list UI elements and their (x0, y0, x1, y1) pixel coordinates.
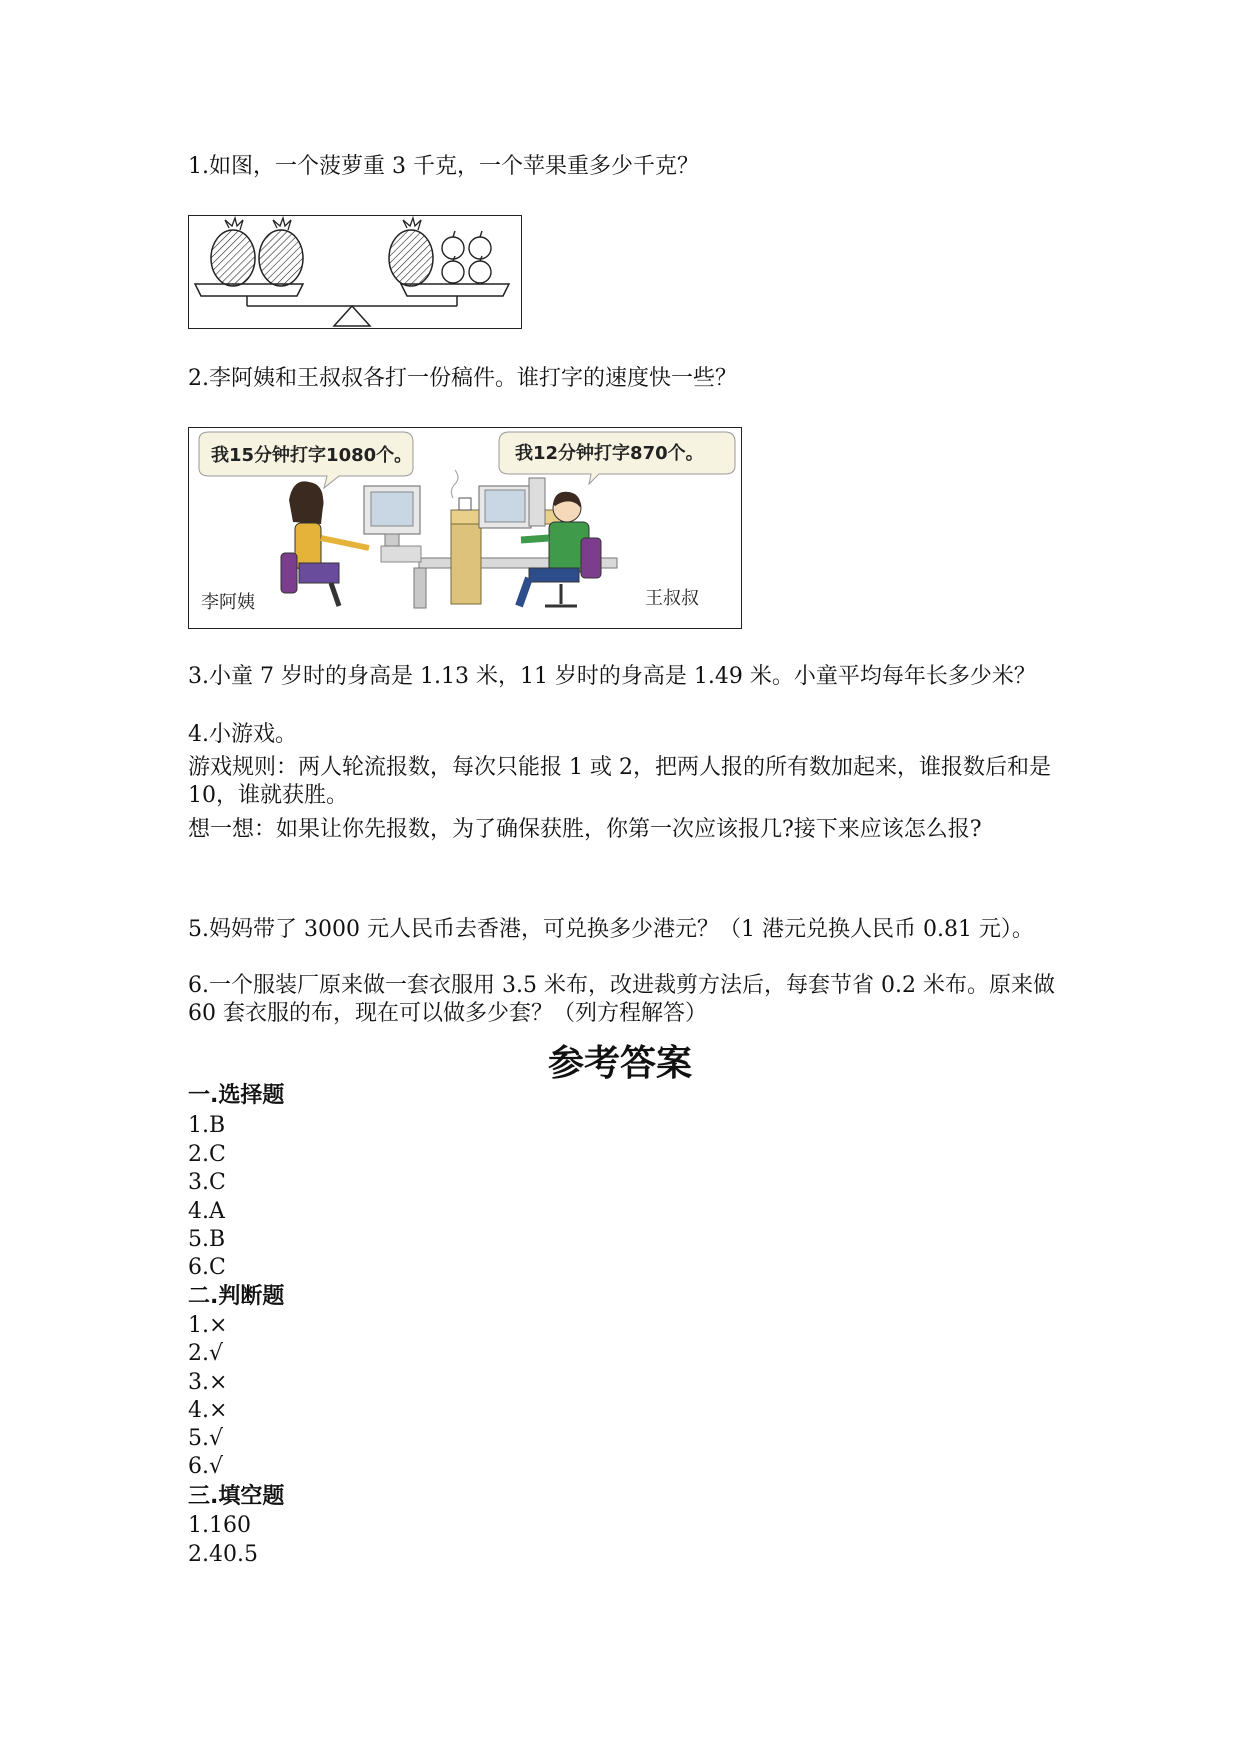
pineapple-icon (259, 218, 303, 286)
apple-icon (442, 256, 464, 283)
answer-item: 5.B (188, 1227, 226, 1252)
answer-item: 6.√ (188, 1454, 224, 1479)
answers-title: 参考答案 (547, 1043, 692, 1084)
question-4: 4.小游戏。 (188, 722, 297, 747)
bubble-right-text: 我12分钟打字870个。 (515, 443, 704, 464)
typing-figure (188, 427, 742, 629)
answer-item: 1.× (188, 1313, 228, 1338)
answer-item: 4.A (188, 1199, 225, 1224)
apple-icon (469, 231, 491, 259)
answer-item: 4.× (188, 1398, 228, 1423)
section-title: 一.选择题 (188, 1083, 285, 1108)
answer-item: 6.C (188, 1255, 226, 1280)
caption-left: 李阿姨 (201, 592, 255, 613)
question-1: 1.如图，一个菠萝重 3 千克，一个苹果重多少千克？ (188, 154, 699, 179)
answer-item: 2.√ (188, 1341, 224, 1366)
question-4-rule: 游戏规则：两人轮流报数，每次只能报 1 或 2，把两人报的所有数加起来，谁报数后和是 10，谁就获胜。 (188, 755, 1051, 808)
pineapple-icon (211, 218, 255, 286)
question-4-think: 想一想：如果让你先报数，为了确保获胜，你第一次应该报几?接下来应该怎么报? (188, 817, 982, 842)
fulcrum (334, 306, 370, 326)
section-title: 三.填空题 (188, 1484, 285, 1509)
apple-icon (442, 231, 464, 259)
section-title: 二.判断题 (188, 1284, 285, 1309)
question-6: 6.一个服装厂原来做一套衣服用 3.5 米布，改进裁剪方法后，每套节省 0.2 米布。原来做 60 套衣服的布，现在可以做多少套？（列方程解答） (188, 973, 1055, 1026)
pineapple-icon (389, 218, 433, 286)
apple-icon (469, 256, 491, 283)
answer-item: 2.40.5 (188, 1542, 258, 1567)
question-3: 3.小童 7 岁时的身高是 1.13 米，11 岁时的身高是 1.49 米。小童平均每年长多少米？ (188, 664, 1036, 689)
answer-item: 1.160 (188, 1513, 251, 1538)
right-pan (401, 284, 509, 296)
answer-item: 1.B (188, 1113, 226, 1138)
bubble-left-text: 我15分钟打字1080个。 (211, 445, 413, 466)
answer-item: 3.× (188, 1370, 228, 1395)
balance-figure (188, 215, 522, 329)
caption-right: 王叔叔 (645, 588, 699, 609)
typing-illustration (189, 428, 741, 628)
answer-item: 3.C (188, 1170, 226, 1195)
question-2: 2.李阿姨和王叔叔各打一份稿件。谁打字的速度快一些？ (188, 366, 737, 391)
balance-illustration (189, 216, 521, 328)
question-5: 5.妈妈带了 3000 元人民币去香港，可兑换多少港元？（1 港元兑换人民币 0.81 元）。 (188, 917, 1034, 942)
answer-item: 5.√ (188, 1426, 224, 1451)
answer-item: 2.C (188, 1142, 226, 1167)
man-typing-icon (451, 470, 601, 606)
